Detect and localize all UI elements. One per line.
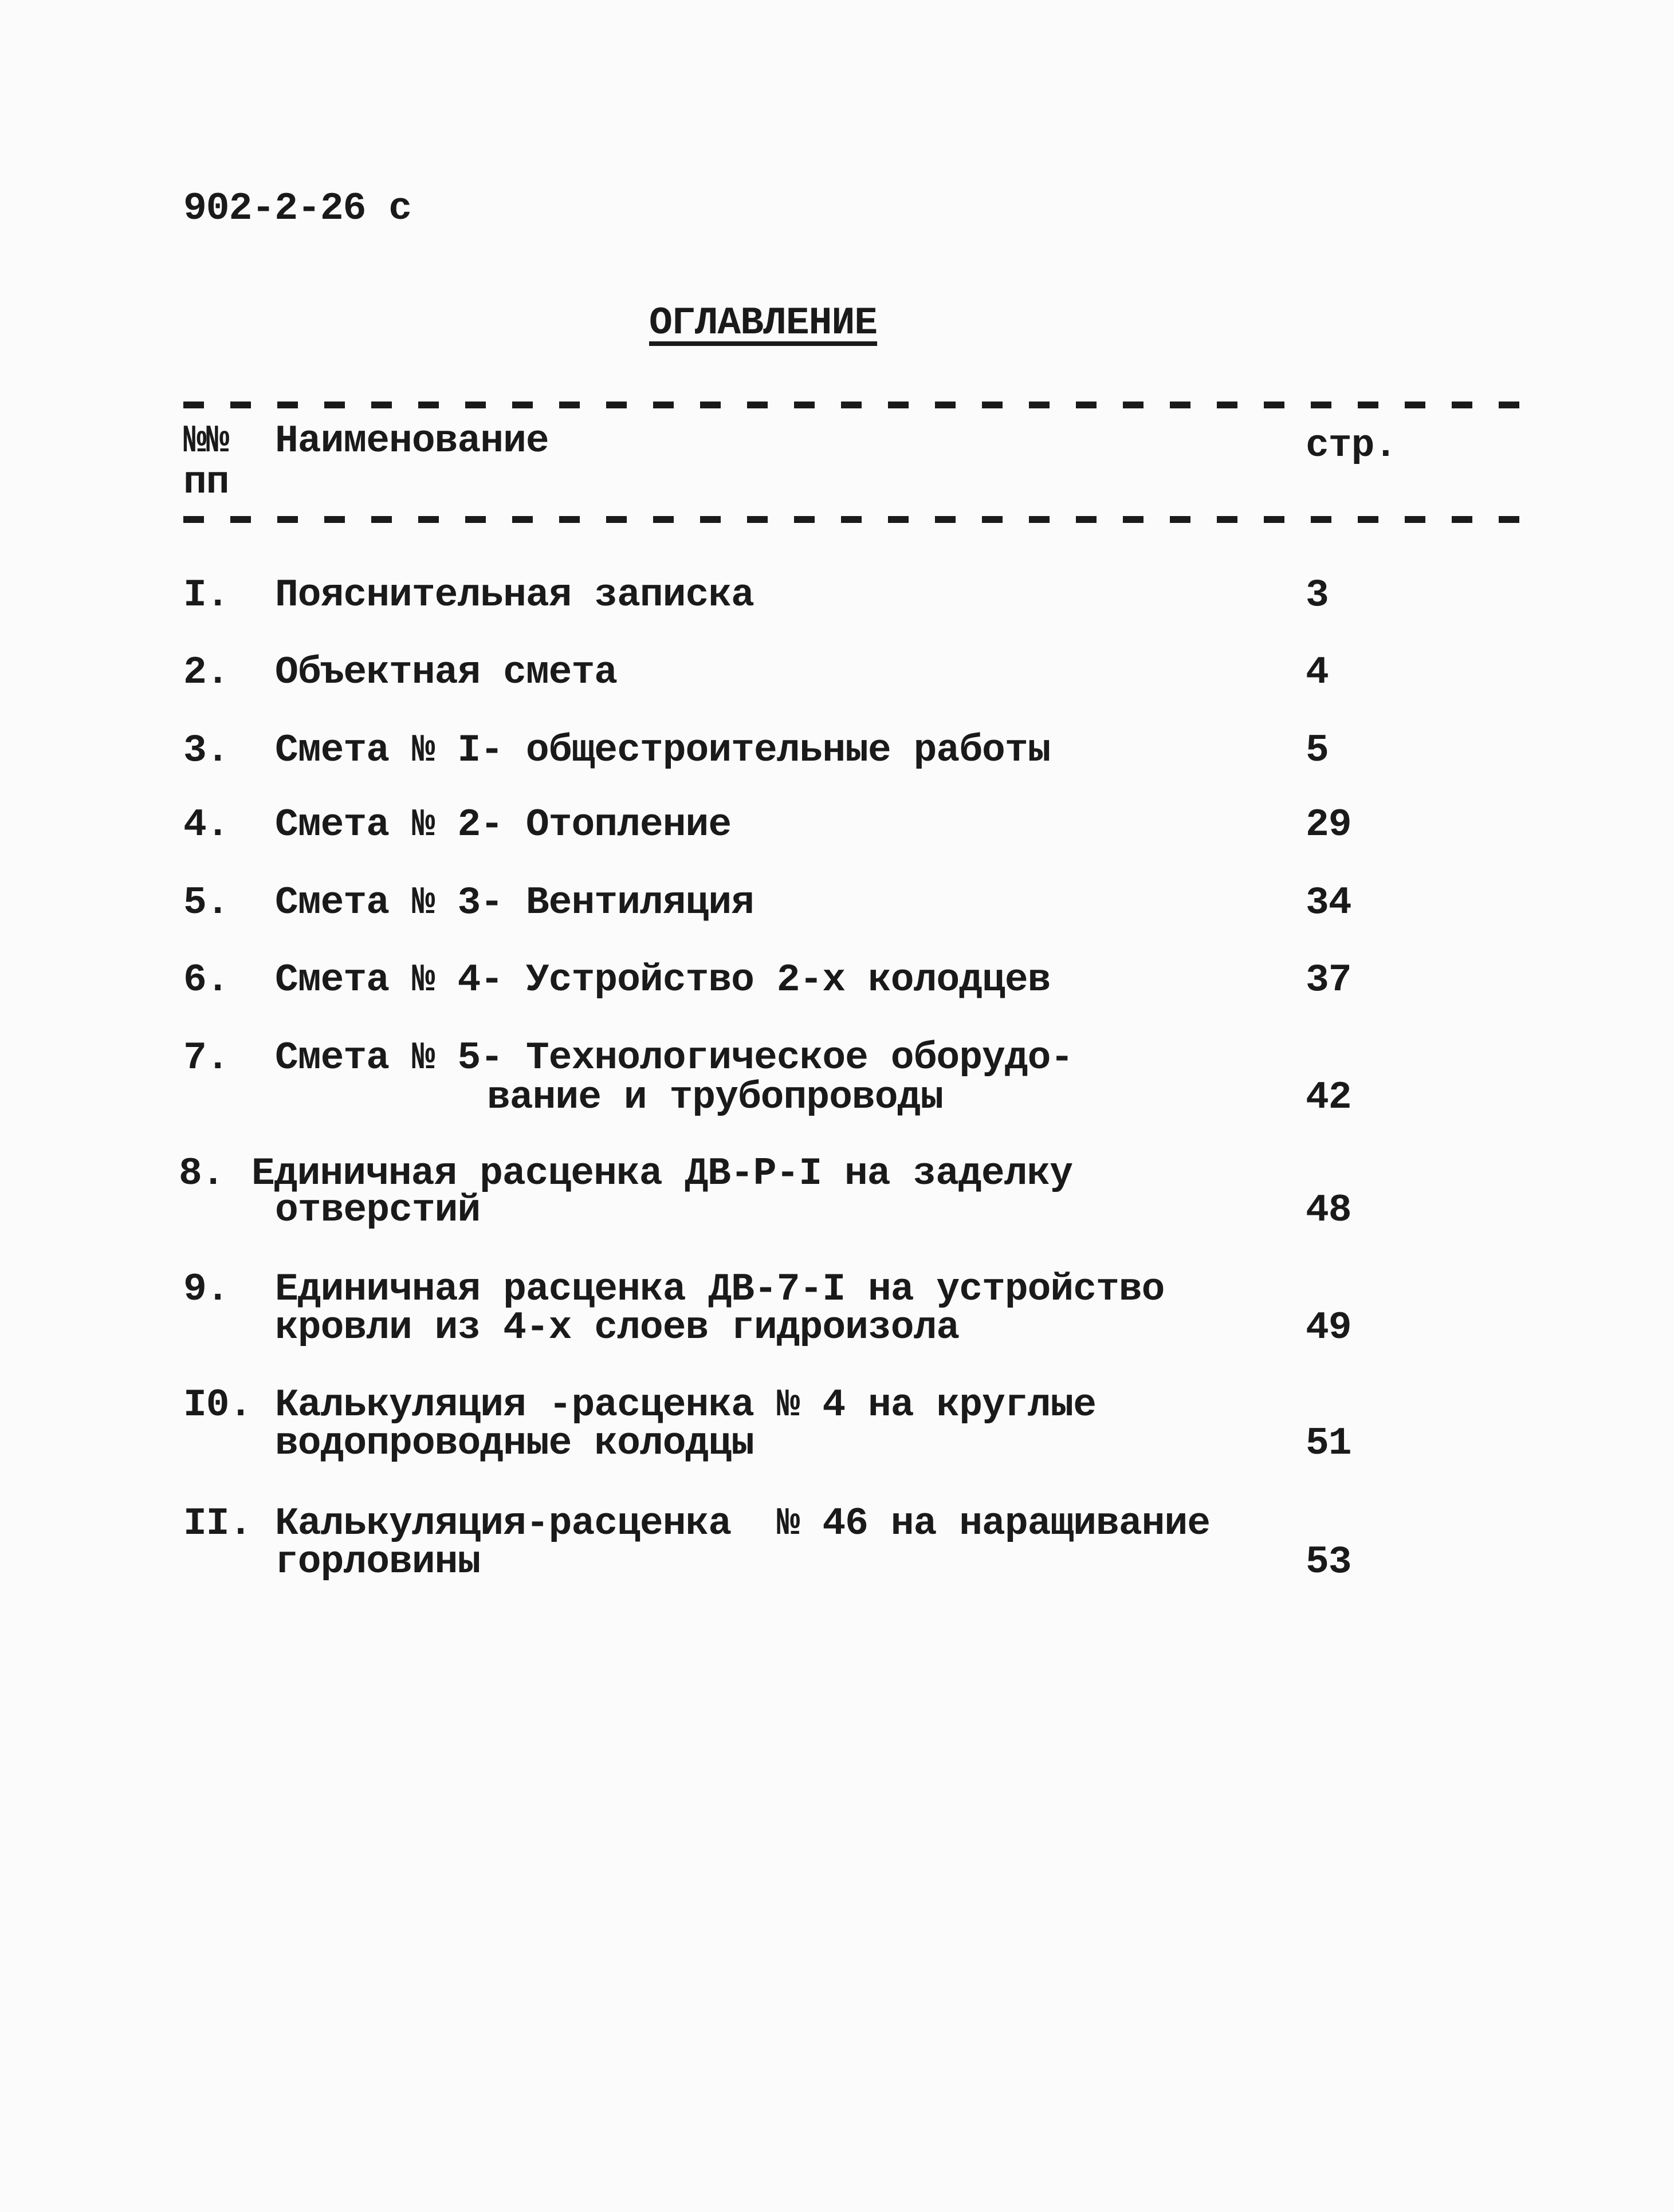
row-number: 2. [183,651,229,695]
row-page: 34 [1306,881,1351,925]
row-page: 5 [1306,729,1329,773]
row-page: 48 [1306,1188,1351,1233]
row-number: 8. [179,1152,225,1196]
row-title: Смета № 4- Устройство 2-х колодцев [275,958,1051,1002]
row-title: Смета № 2- Отопление [275,803,732,847]
header-page: стр. [1306,424,1397,468]
row-page: 42 [1306,1076,1351,1120]
row-number: 7. [183,1036,229,1080]
row-title-continued: водопроводные колодцы [275,1422,754,1466]
row-page: 29 [1306,803,1351,847]
row-page: 37 [1306,958,1351,1002]
row-page: 3 [1306,573,1329,617]
row-title: Калькуляция-расценка № 46 на наращивание [275,1502,1211,1546]
row-number: 9. [183,1268,229,1312]
row-page: 51 [1306,1422,1351,1466]
row-title: Калькуляция -расценка № 4 на круглые [275,1383,1097,1427]
row-title: Объектная смета [275,651,618,695]
header-num: №№ [183,419,229,463]
row-page: 4 [1306,651,1329,695]
row-title-continued: вание и трубопроводы [487,1076,944,1120]
row-title: Смета № 3- Вентиляция [275,881,754,925]
page-title: ОГЛАВЛЕНИЕ [649,301,878,345]
row-title: Единичная расценка ДВ-Р-I на заделку [252,1152,1073,1196]
row-number: 5. [183,881,229,925]
row-title-continued: отверстий [275,1188,481,1233]
header-name: Наименование [275,419,549,463]
row-page: 49 [1306,1306,1351,1350]
row-title-continued: кровли из 4-х слоев гидроизола [275,1306,960,1350]
header-bottom-divider [183,516,1524,523]
row-title: Единичная расценка ДВ-7-I на устройство [275,1268,1165,1312]
row-title-continued: горловины [275,1540,481,1584]
row-title: Смета № 5- Технологическое оборудо- [275,1036,1074,1080]
row-number: I. [183,573,229,617]
row-number: 6. [183,958,229,1002]
header-top-divider [183,402,1524,408]
row-title: Смета № I- общестроительные работы [275,729,1051,773]
row-number: II. [183,1502,252,1546]
document-code: 902-2-26 с [183,187,412,231]
row-page: 53 [1306,1540,1351,1584]
row-number: 3. [183,729,229,773]
row-number: 4. [183,803,229,847]
row-title: Пояснительная записка [275,573,754,617]
row-number: I0. [183,1383,252,1427]
header-num-2: пп [183,460,229,505]
